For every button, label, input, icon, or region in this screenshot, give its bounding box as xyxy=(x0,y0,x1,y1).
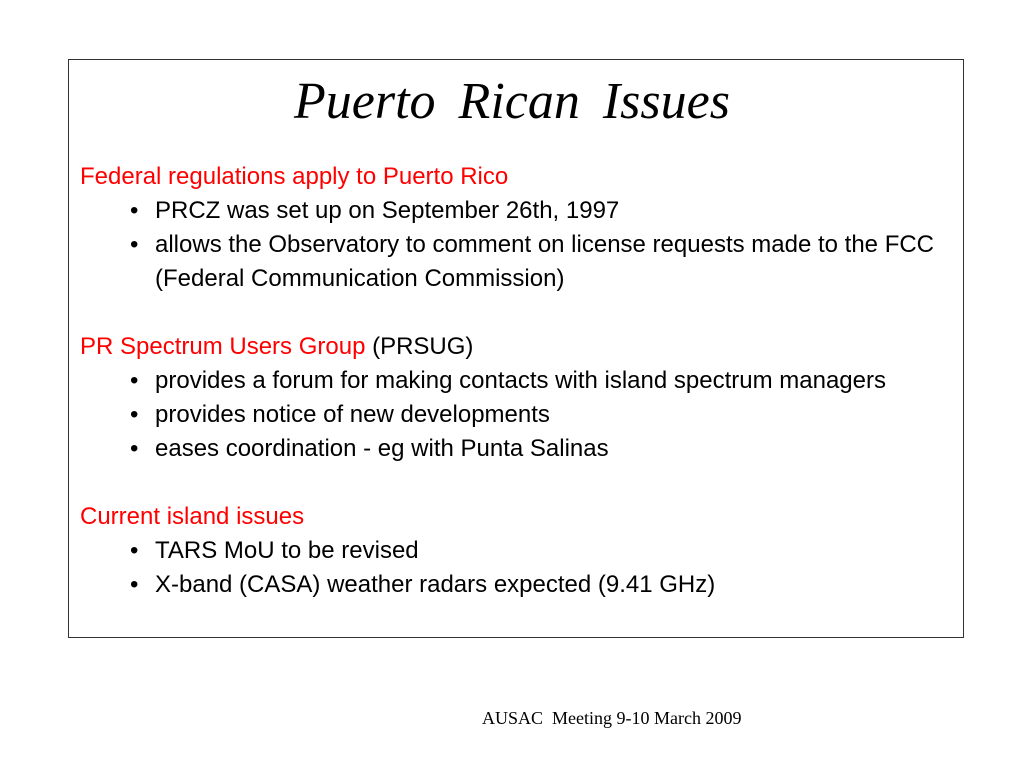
bullet-icon: • xyxy=(130,435,139,462)
bullet-item xyxy=(80,568,950,602)
bullet-item xyxy=(80,194,950,228)
bullet-list xyxy=(80,534,950,602)
section-federal-regulations xyxy=(80,160,950,296)
bullet-text: provides a forum for making contacts with island spectrum managers xyxy=(155,367,886,394)
bullet-item xyxy=(80,432,950,466)
section-heading-red-text: Federal regulations apply to Puerto Rico xyxy=(80,163,509,190)
bullet-text: TARS MoU to be revised xyxy=(155,537,419,564)
bullet-item xyxy=(80,228,950,296)
bullet-icon: • xyxy=(130,197,139,224)
bullet-icon: • xyxy=(130,367,139,394)
bullet-icon: • xyxy=(130,231,139,258)
section-heading xyxy=(80,500,950,534)
section-heading-red-text: PR Spectrum Users Group xyxy=(80,333,366,360)
section-spectrum-users-group xyxy=(80,330,950,466)
bullet-icon: • xyxy=(130,571,139,598)
bullet-item xyxy=(80,364,950,398)
section-current-island-issues xyxy=(80,500,950,602)
section-heading xyxy=(80,330,950,364)
bullet-text: PRCZ was set up on September 26th, 1997 xyxy=(155,197,620,224)
slide-body xyxy=(80,160,950,636)
section-heading-red-text: Current island issues xyxy=(80,503,305,530)
bullet-icon: • xyxy=(130,537,139,564)
bullet-text: allows the Observatory to comment on license requests made to the FCC (Federal Communication Commission) xyxy=(155,231,935,292)
slide-title: Puerto Rican Issues xyxy=(294,73,730,130)
bullet-list xyxy=(80,364,950,466)
bullet-text: X-band (CASA) weather radars expected (9.41 GHz) xyxy=(155,571,716,598)
bullet-list xyxy=(80,194,950,296)
section-heading xyxy=(80,160,950,194)
bullet-text: provides notice of new developments xyxy=(155,401,550,428)
bullet-item xyxy=(80,398,950,432)
bullet-item xyxy=(80,534,950,568)
section-heading-suffix: (PRSUG) xyxy=(365,333,474,360)
slide-footer: AUSAC Meeting 9-10 March 2009 xyxy=(482,708,742,728)
bullet-icon: • xyxy=(130,401,139,428)
bullet-text: eases coordination - eg with Punta Salinas xyxy=(155,435,609,462)
